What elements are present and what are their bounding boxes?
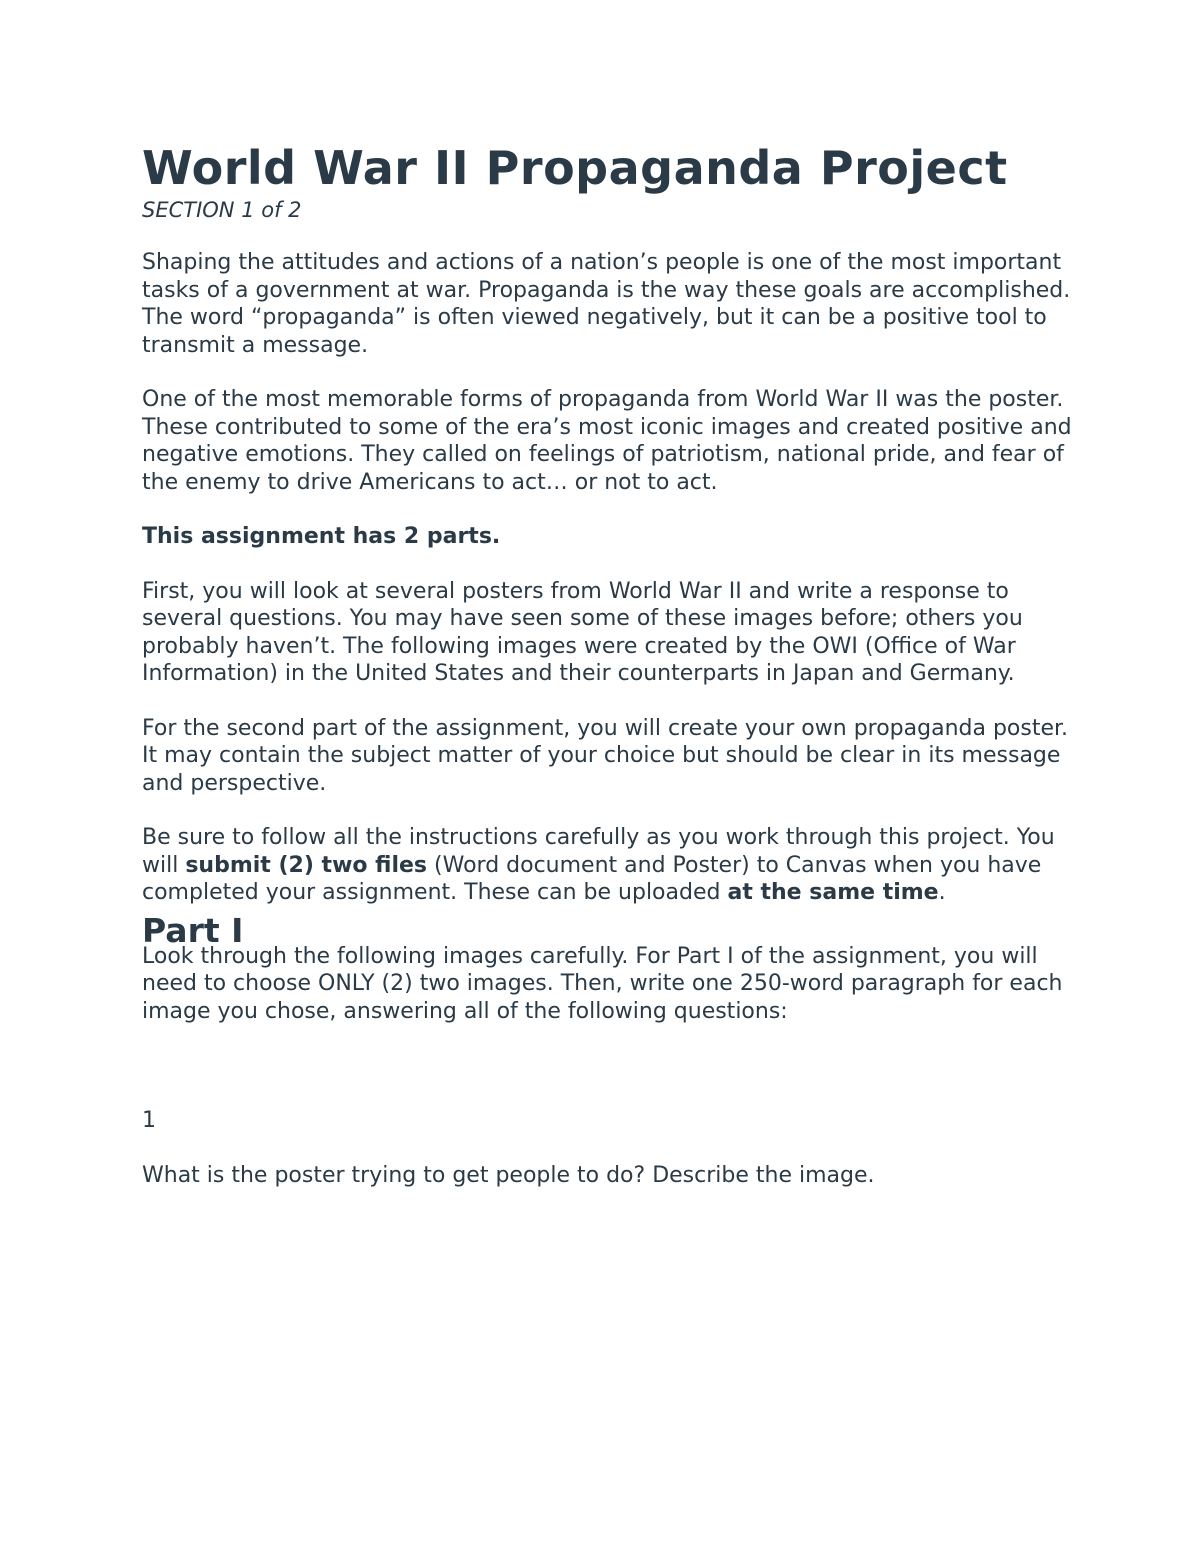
intro-paragraph-1: Shaping the attitudes and actions of a nation’s people is one of the most important tasks of a government at war. Propaganda is the way these goals are accomplished. The word “propaganda” is often viewed negatively, but it can be a positive tool to transmit a message. [142,250,1071,358]
question-text: What is the poster trying to get people to do? Describe the image. [142,1162,875,1188]
document-title: World War II Propaganda Project [142,141,1008,195]
question-number: 1 [142,1108,156,1133]
second-part-paragraph: For the second part of the assignment, you will create your own propaganda poster. It may contain the subject matter of your choice but should be clear in its message and perspective. [142,715,1069,796]
part-one-heading: Part I [142,910,244,950]
submit-text-middle: (Word document and Poster) to Canvas when you have completed your assignment. These can be uploaded [142,852,1042,905]
document-page [142,140,1072,1216]
submit-emphasis-files: submit (2) two files [185,852,428,878]
part-one-instructions: Look through the following images carefully. For Part I of the assignment, you will need to choose ONLY (2) two images. Then, write one 250-word paragraph for each image you chose, answering all of the following questions: [142,943,1063,1024]
first-part-paragraph: First, you will look at several posters from World War II and write a response to several questions. You may have seen some of these images before; others you probably haven’t. The following images were created by the OWI (Office of War Information) in the United States and their counterparts in Japan and Germany. [142,578,1023,686]
submit-text-end: . [938,880,946,905]
parts-statement: This assignment has 2 parts. [142,524,501,549]
submit-emphasis-time: at the same time [727,880,939,905]
intro-paragraph-2: One of the most memorable forms of propaganda from World War II was the poster. These contributed to some of the era’s most iconic images and created positive and negative emotions. They called on feelings of patriotism, national pride, and fear of the enemy to drive Americans to act… or not to act. [142,387,1072,495]
section-label: SECTION 1 of 2 [142,198,302,222]
submit-text-start: Be sure to follow all the instructions carefully as you work through this project. You will [142,825,1055,878]
submit-paragraph [142,824,1072,907]
